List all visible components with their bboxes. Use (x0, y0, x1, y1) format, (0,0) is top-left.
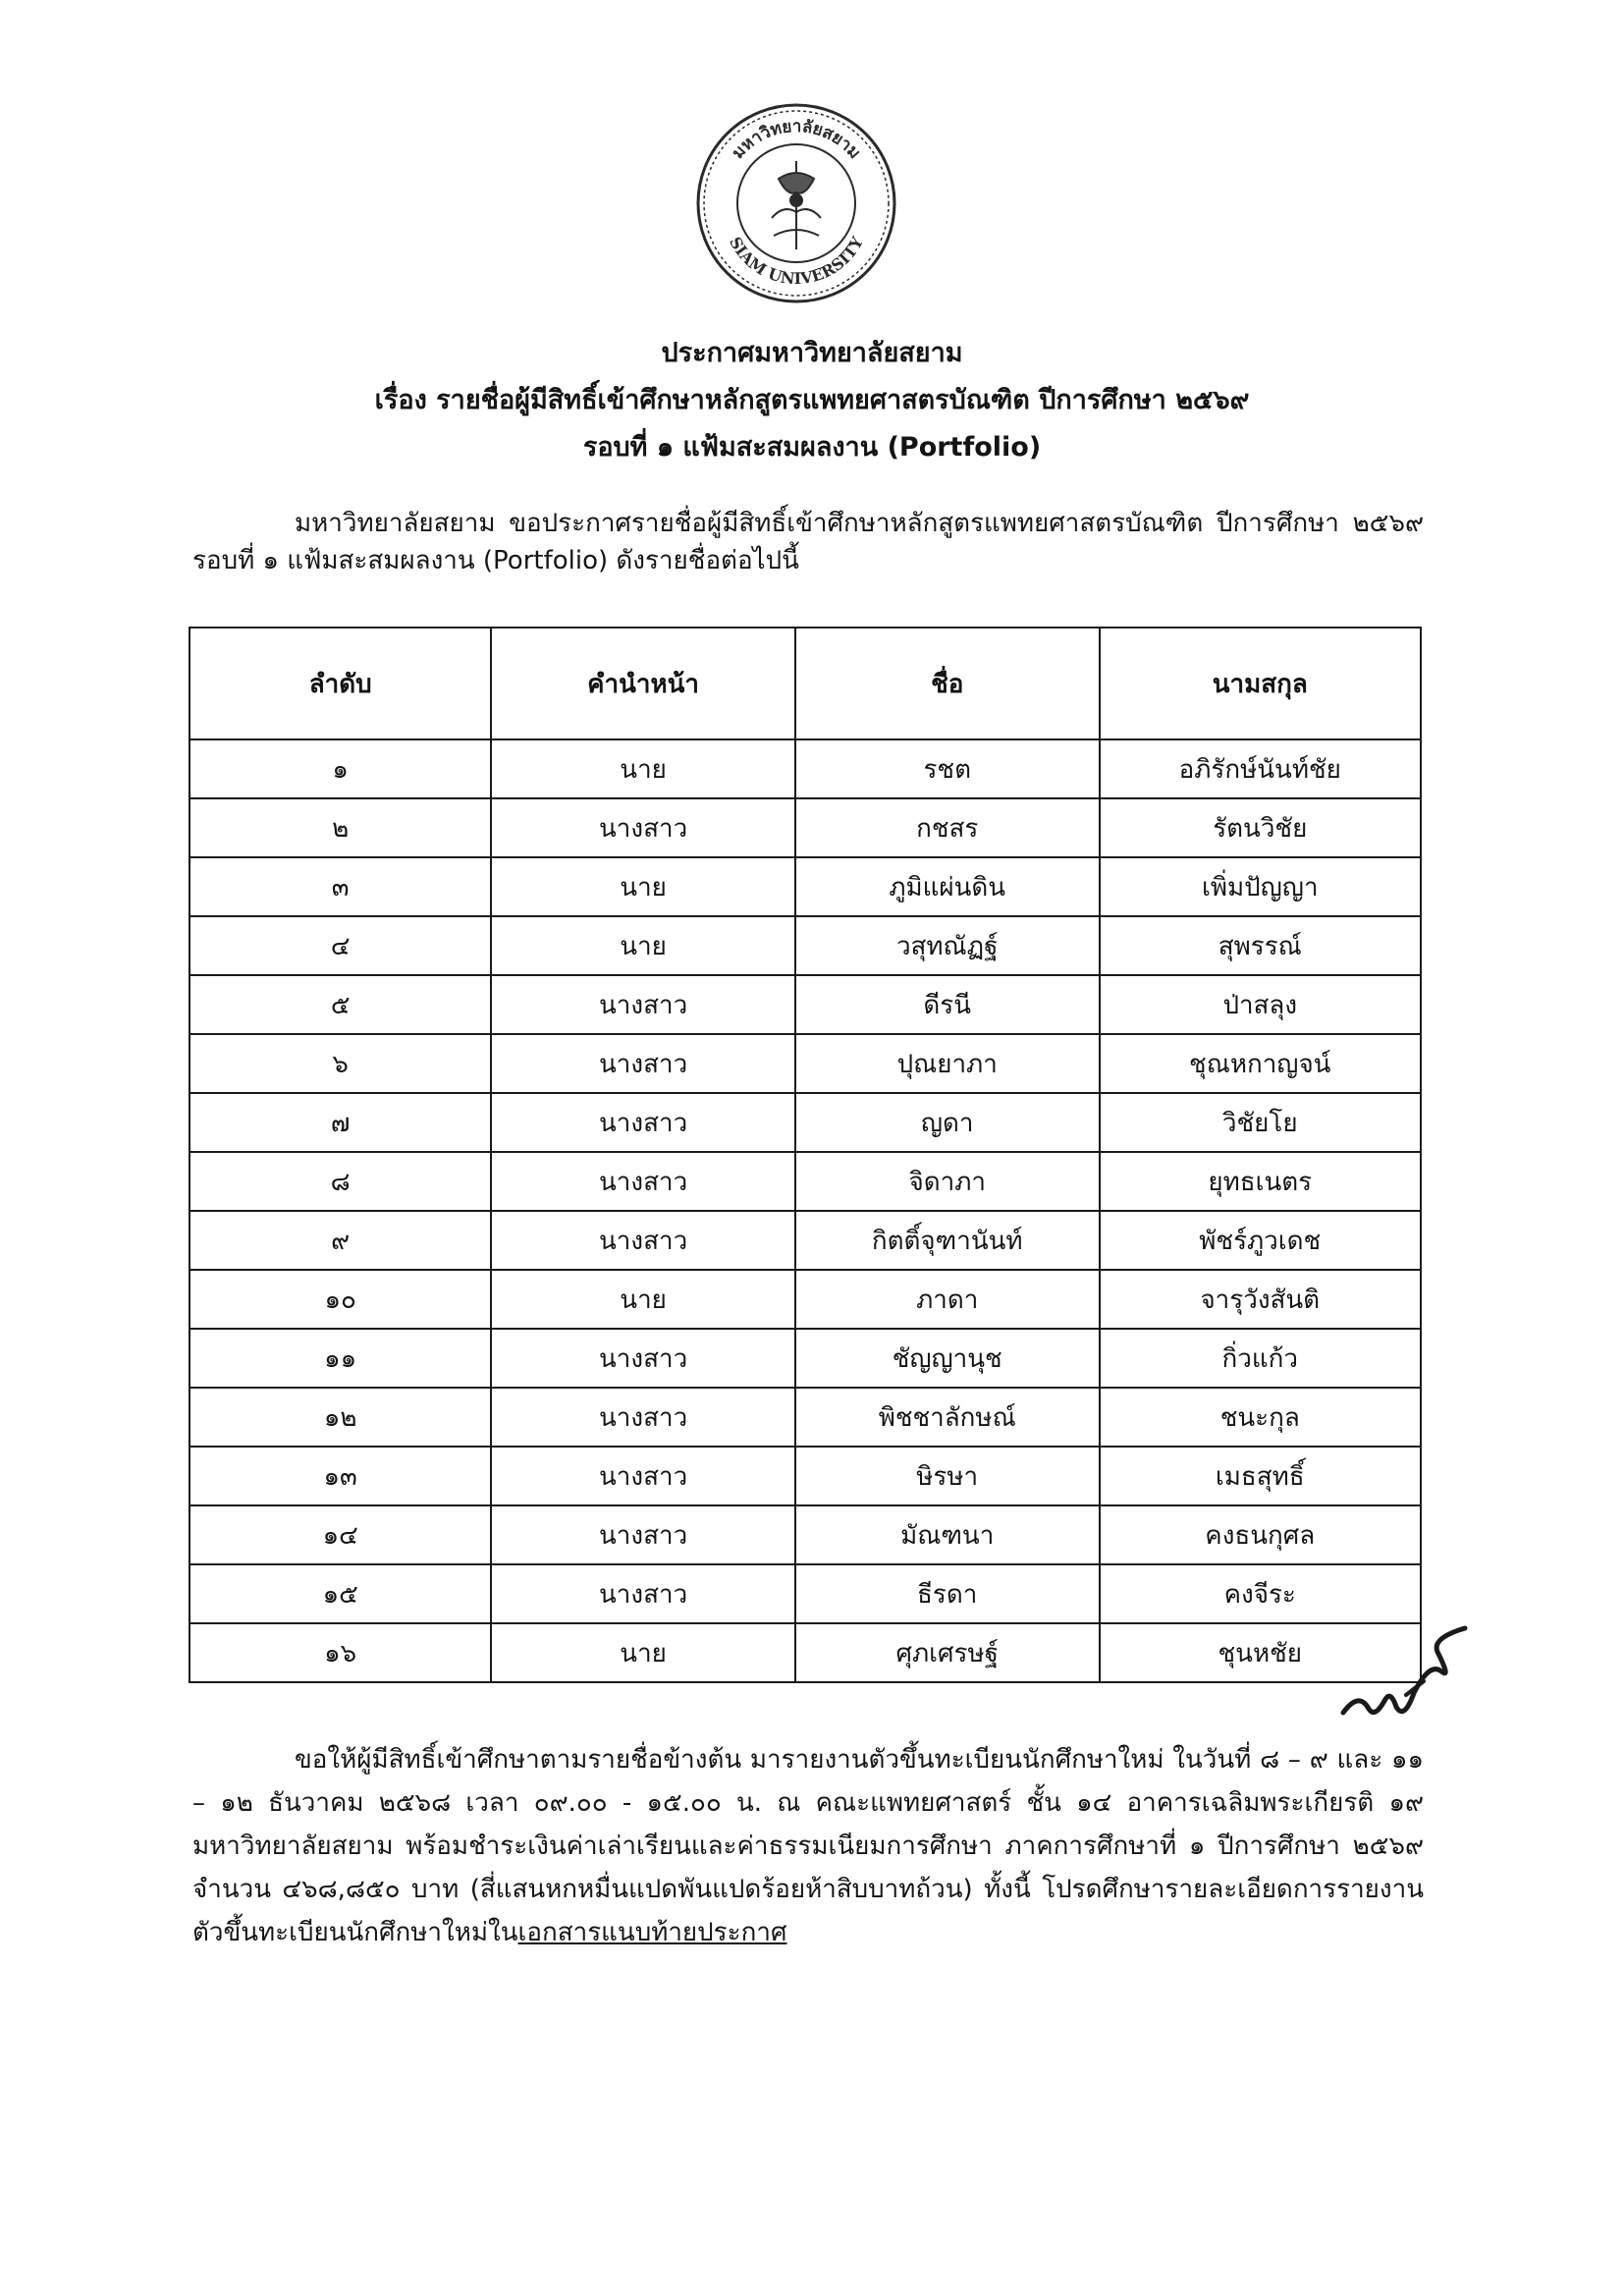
row-order: ๑๓ (189, 1447, 491, 1505)
row-last-name: ยุทธเนตร (1100, 1152, 1421, 1211)
row-order: ๑๖ (189, 1623, 491, 1682)
table-row (189, 1270, 1421, 1329)
row-title: นางสาว (491, 975, 795, 1034)
row-last-name: คงจีระ (1100, 1564, 1421, 1623)
row-last-name: ชุณหกาญจน์ (1100, 1034, 1421, 1093)
table-row (189, 1152, 1421, 1211)
intro-paragraph: มหาวิทยาลัยสยาม ขอประกาศรายชื่อผู้มีสิทธิ์เข้าศึกษาหลักสูตรแพทยศาสตรบัณฑิต ปีการศึกษา ๒๕๖๙ รอบที่ ๑ แฟ้มสะสมผลงาน (Portfolio) ดังรายชื่อต่อไปนี้ (192, 509, 1424, 575)
row-first-name: มัณฑนา (795, 1505, 1100, 1564)
table-row (189, 1388, 1421, 1447)
header-last-name: นามสกุล (1100, 628, 1421, 739)
row-title: นางสาว (491, 1152, 795, 1211)
row-order: ๘ (189, 1152, 491, 1211)
row-last-name: รัตนวิชัย (1100, 798, 1421, 857)
row-first-name: ปุณยาภา (795, 1034, 1100, 1093)
table-row (189, 975, 1421, 1034)
row-first-name: ภูมิแผ่นดิน (795, 857, 1100, 916)
table-row (189, 1093, 1421, 1152)
row-first-name: วสุทณัฏฐ์ (795, 916, 1100, 975)
closing-text: ขอให้ผู้มีสิทธิ์เข้าศึกษาตามรายชื่อข้างต้น มารายงานตัวขึ้นทะเบียนนักศึกษาใหม่ ในวันที่ ๘ – ๙ และ ๑๑ – ๑๒ ธันวาคม ๒๕๖๘ เวลา ๐๙.๐๐ - ๑๕.๐๐ น. ณ คณะแพทยศาสตร์ ชั้น ๑๔ อาคารเฉลิมพระเกียรติ ๑๙ มหาวิทยาลัยสยาม พร้อมชำระเงินค่าเล่าเรียนและค่าธรรมเนียมการศึกษา ภาคการศึกษาที่ ๑ ปีการศึกษา ๒๕๖๙ จำนวน ๔๖๘,๘๕๐ บาท (สี่แสนหกหมื่นแปดพันแปดร้อยห้าสิบบาทถ้วน) ทั้งนี้ โปรดศึกษารายละเอียดการรายงานตัวขึ้นทะเบียนนักศึกษาใหม่ใน (192, 1745, 1424, 1947)
row-last-name: คงธนกุศล (1100, 1505, 1421, 1564)
seal-graphic (695, 102, 897, 304)
row-first-name: รชต (795, 739, 1100, 798)
row-first-name: ชัญญานุช (795, 1329, 1100, 1388)
row-order: ๓ (189, 857, 491, 916)
row-first-name: จิดาภา (795, 1152, 1100, 1211)
row-first-name: ดีรนี (795, 975, 1100, 1034)
row-last-name: กิ่วแก้ว (1100, 1329, 1421, 1388)
row-first-name: ธีรดา (795, 1564, 1100, 1623)
signature-icon (1335, 1622, 1473, 1730)
row-order: ๑ (189, 739, 491, 798)
closing-paragraph (192, 1738, 1424, 1954)
row-title: นาย (491, 916, 795, 975)
row-last-name: จารุวังสันติ (1100, 1270, 1421, 1329)
row-title: นางสาว (491, 798, 795, 857)
table-row (189, 1211, 1421, 1270)
row-last-name: สุพรรณ์ (1100, 916, 1421, 975)
row-order: ๑๒ (189, 1388, 491, 1447)
table-row (189, 1329, 1421, 1388)
row-title: นาย (491, 739, 795, 798)
row-order: ๖ (189, 1034, 491, 1093)
row-order: ๑๐ (189, 1270, 491, 1329)
signature-mark (1335, 1622, 1473, 1730)
table-row (189, 857, 1421, 916)
row-last-name: ชนะกุล (1100, 1388, 1421, 1447)
row-last-name: ชุนหชัย (1100, 1623, 1421, 1682)
table-row (189, 739, 1421, 798)
table-row (189, 1505, 1421, 1564)
row-last-name: วิชัยโย (1100, 1093, 1421, 1152)
row-order: ๑๑ (189, 1329, 491, 1388)
row-first-name: ศุภเศรษฐ์ (795, 1623, 1100, 1682)
header-order: ลำดับ (189, 628, 491, 739)
table-body (189, 739, 1421, 1682)
row-title: นาย (491, 857, 795, 916)
table-header-row (189, 628, 1421, 739)
row-title: นางสาว (491, 1093, 795, 1152)
row-title: นางสาว (491, 1447, 795, 1505)
table-row (189, 1447, 1421, 1505)
row-order: ๑๔ (189, 1505, 491, 1564)
row-order: ๔ (189, 916, 491, 975)
attachment-link[interactable]: เอกสารแนบท้ายประกาศ (517, 1918, 787, 1947)
row-title: นางสาว (491, 1329, 795, 1388)
announcement-title: ประกาศมหาวิทยาลัยสยาม (661, 338, 963, 368)
row-order: ๒ (189, 798, 491, 857)
row-last-name: พัชร์ภูวเดช (1100, 1211, 1421, 1270)
announcement-round: รอบที่ ๑ แฟ้มสะสมผลงาน (Portfolio) (582, 432, 1042, 463)
seal-english-text: SIAM UNIVERSITY (726, 233, 867, 289)
row-title: นางสาว (491, 1034, 795, 1093)
row-title: นางสาว (491, 1388, 795, 1447)
table-row (189, 1564, 1421, 1623)
university-seal-logo (695, 102, 897, 304)
row-title: นาย (491, 1270, 795, 1329)
row-title: นางสาว (491, 1211, 795, 1270)
row-last-name: เพิ่มปัญญา (1100, 857, 1421, 916)
row-first-name: ญดา (795, 1093, 1100, 1152)
row-last-name: ป่าสลุง (1100, 975, 1421, 1034)
row-title: นาย (491, 1623, 795, 1682)
row-first-name: พิชชาลักษณ์ (795, 1388, 1100, 1447)
table-row (189, 798, 1421, 857)
seal-thai-text: มหาวิทยาลัยสยาม (728, 116, 865, 163)
row-order: ๕ (189, 975, 491, 1034)
row-first-name: กชสร (795, 798, 1100, 857)
announcement-subject: เรื่อง รายชื่อผู้มีสิทธิ์เข้าศึกษาหลักสูตรแพทยศาสตรบัณฑิต ปีการศึกษา ๒๕๖๙ (374, 385, 1250, 415)
row-last-name: เมธสุทธิ์ (1100, 1447, 1421, 1505)
table-row (189, 1034, 1421, 1093)
row-title: นางสาว (491, 1505, 795, 1564)
row-title: นางสาว (491, 1564, 795, 1623)
table-row (189, 1623, 1421, 1682)
row-order: ๗ (189, 1093, 491, 1152)
table-row (189, 916, 1421, 975)
row-first-name: กิตติ์จุฑานันท์ (795, 1211, 1100, 1270)
header-title: คำนำหน้า (491, 628, 795, 739)
header-first-name: ชื่อ (795, 628, 1100, 739)
row-order: ๑๕ (189, 1564, 491, 1623)
row-first-name: ษิรษา (795, 1447, 1100, 1505)
row-first-name: ภาดา (795, 1270, 1100, 1329)
seal-emblem-icon (772, 161, 821, 249)
row-last-name: อภิรักษ์นันท์ชัย (1100, 739, 1421, 798)
row-order: ๙ (189, 1211, 491, 1270)
admitted-students-table (189, 627, 1422, 1683)
